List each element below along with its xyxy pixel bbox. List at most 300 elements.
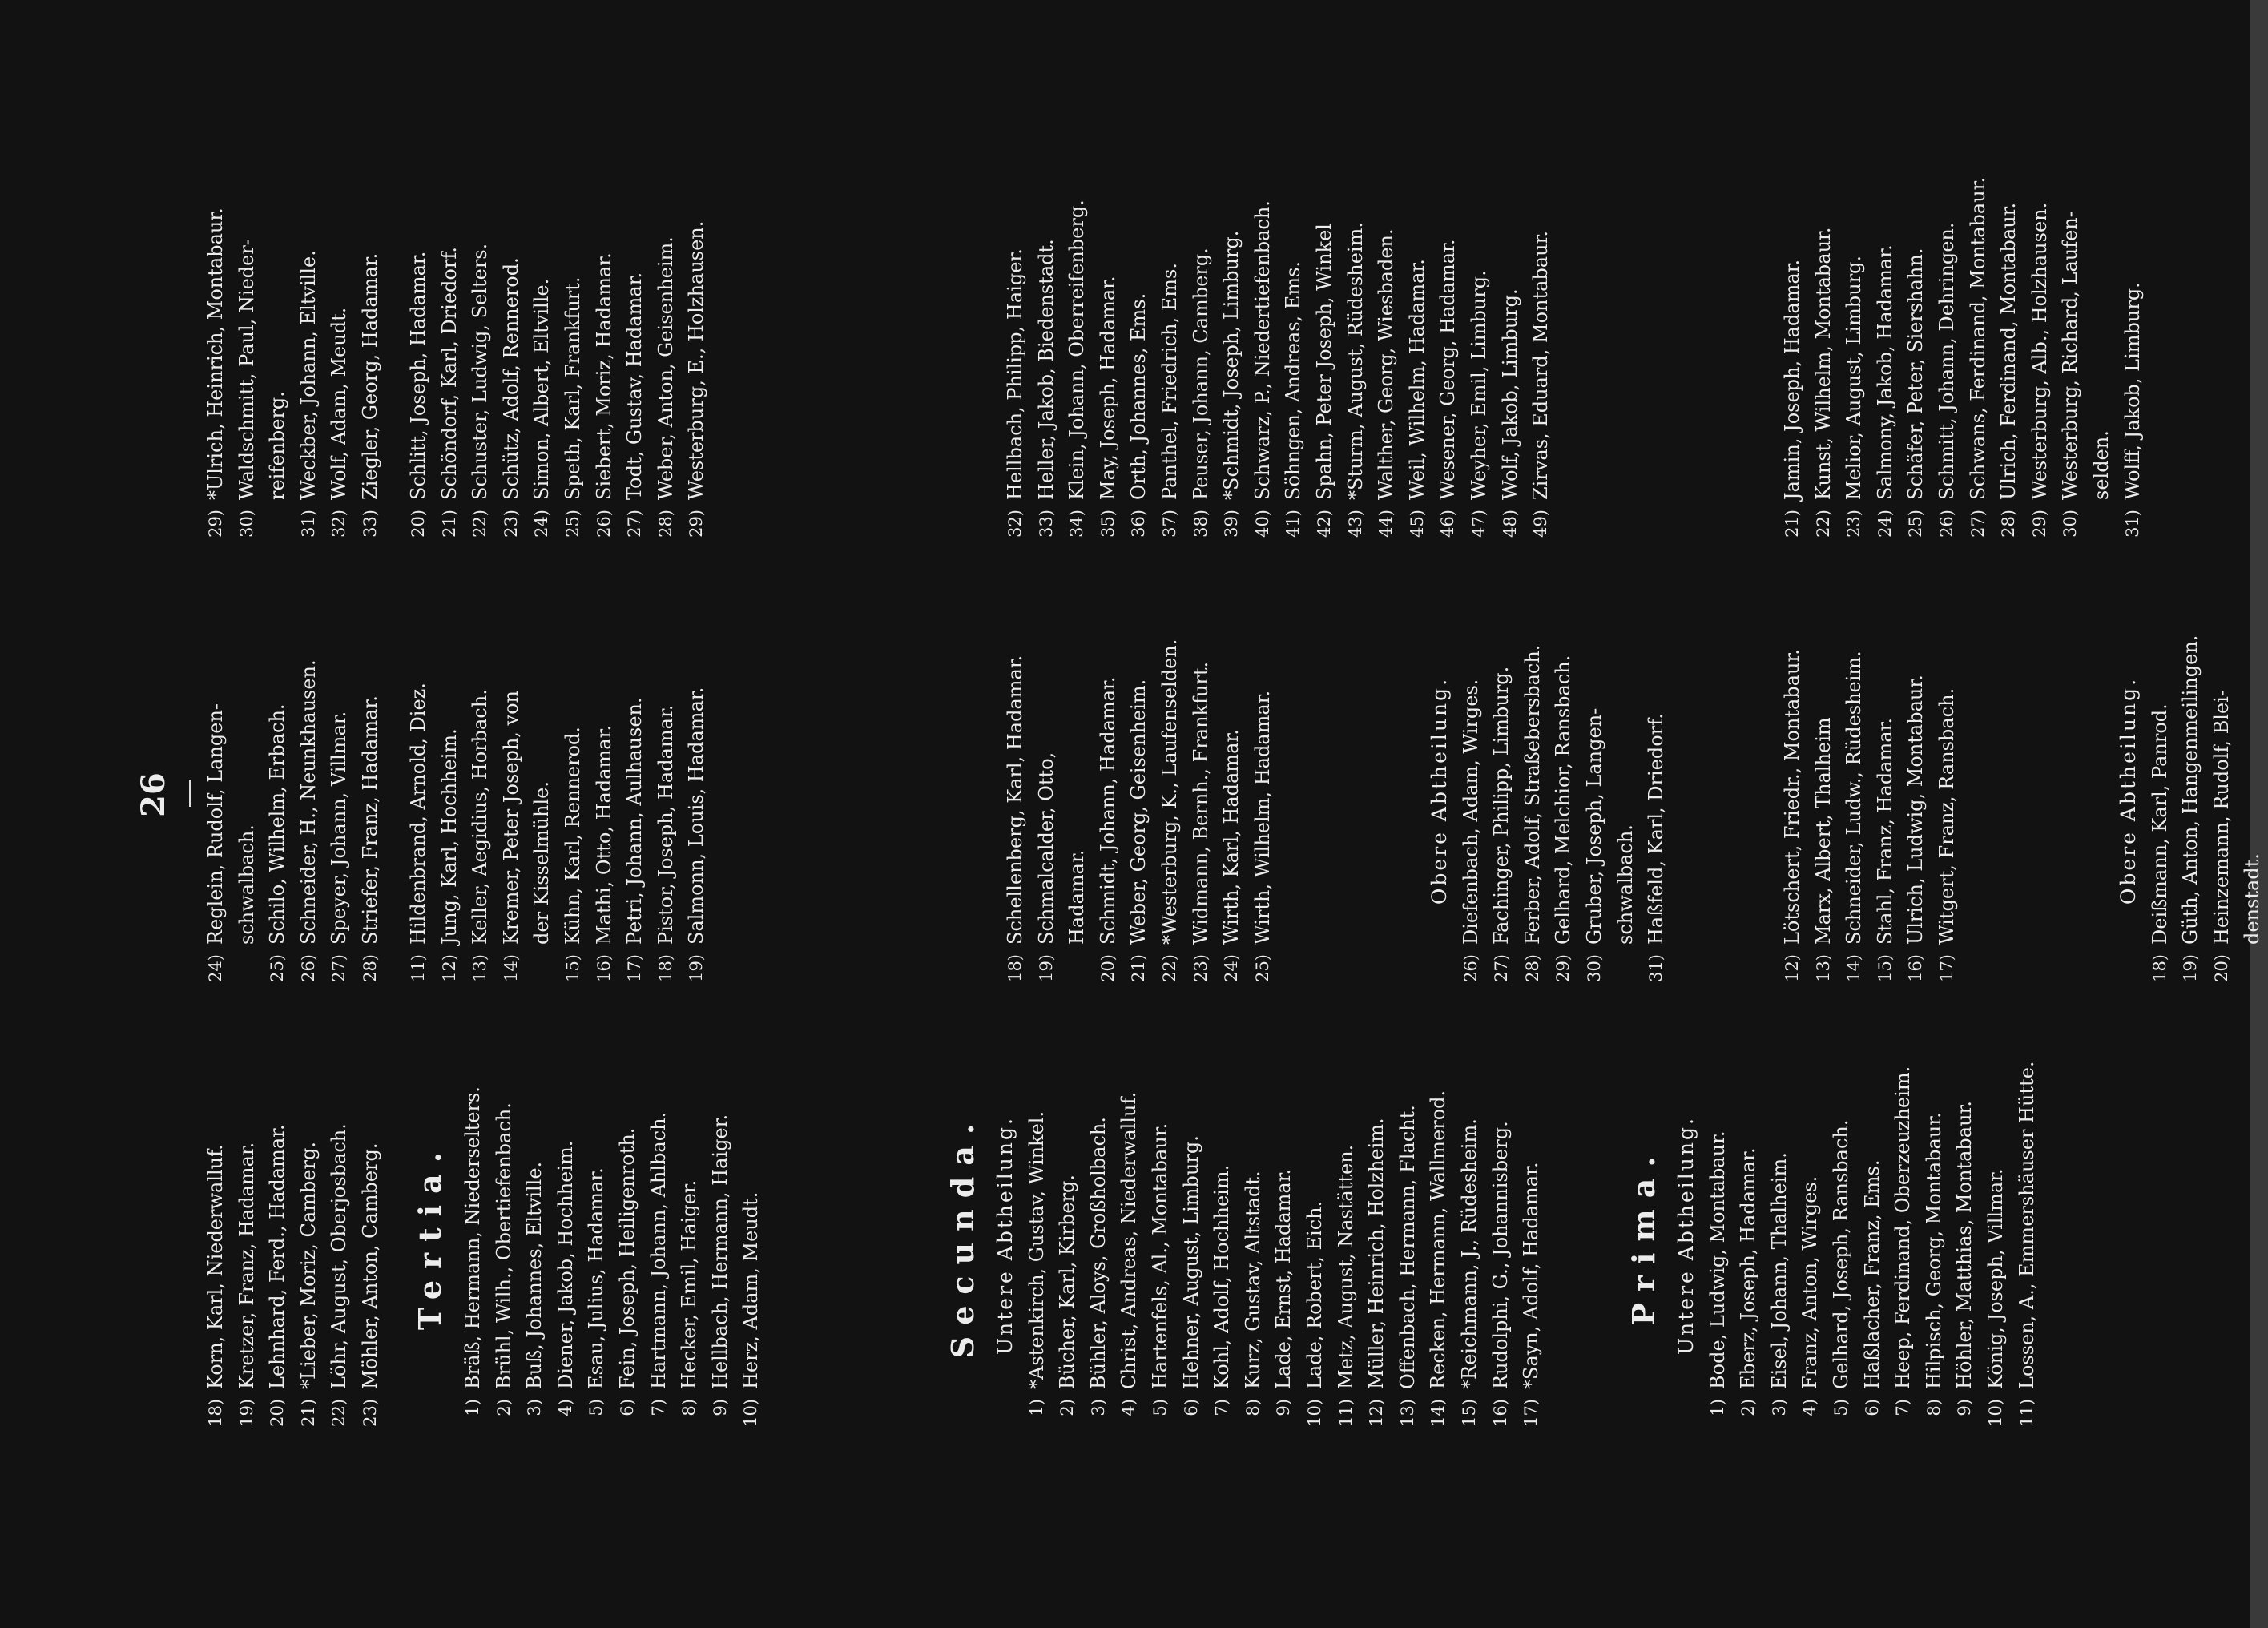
- section-heading: Secunda.: [945, 1112, 981, 1359]
- list-item: [1371, 138, 1402, 554]
- entry-name: Kohl, Adolf, Hochheim.: [1211, 1164, 1234, 1389]
- entry-number: 9): [1955, 1399, 1975, 1416]
- list-item: [1061, 138, 1093, 554]
- entry-name: Korn, Karl, Niederwalluf.: [204, 1144, 227, 1389]
- list-item: [1464, 138, 1495, 554]
- entry-number: 15): [1875, 954, 1895, 982]
- list-section: [403, 138, 712, 554]
- entry-number: 20): [409, 510, 428, 538]
- entry-number: 41): [1283, 510, 1303, 538]
- entry-name: Hellbach, Hermann, Haiger.: [708, 1114, 731, 1389]
- list-item: [2055, 138, 2086, 554]
- list-item: [355, 1027, 386, 1444]
- entry-name: Diefenbach, Adam, Wirges.: [1459, 679, 1482, 945]
- entry-name: May, Joseph, Hadamar.: [1096, 276, 1119, 500]
- list-item: [1870, 138, 1901, 554]
- list-item: [1764, 1027, 1795, 1444]
- entry-number: 33): [360, 510, 380, 538]
- entry-number: 27): [625, 510, 645, 538]
- list-item: [434, 138, 465, 554]
- entry-name: Schlitt, Joseph, Hadamar.: [407, 251, 429, 500]
- list-item: [1456, 582, 1487, 999]
- list-item: [232, 138, 263, 554]
- entry-number: 5): [1150, 1399, 1170, 1416]
- entry-number: 24): [206, 954, 225, 982]
- list-section: [403, 582, 712, 999]
- entry-number: 7): [1893, 1399, 1913, 1416]
- entry-name: Kretzer, Franz, Hadamar.: [235, 1142, 258, 1389]
- list-item: [1486, 582, 1517, 999]
- list-section: [1000, 138, 1557, 554]
- entry-name: Schuster, Ludwig, Selters.: [469, 243, 492, 500]
- entry-number: 29): [206, 510, 225, 538]
- list-item: [589, 138, 620, 554]
- subsection-heading: Untere Abtheilung.: [993, 1116, 1017, 1355]
- entry-name: Kremer, Peter Joseph, von: [499, 690, 522, 945]
- entry-number: 28): [1999, 510, 2019, 538]
- list-item: [1309, 138, 1340, 554]
- entry-number: 2): [493, 1399, 514, 1416]
- entry-number: 46): [1438, 510, 1458, 538]
- list-item: [2012, 1027, 2043, 1444]
- list-item: [558, 138, 589, 554]
- list-item: [2145, 582, 2176, 999]
- entry-name: Schilo, Wilhelm, Erbach.: [266, 703, 289, 945]
- entry-number: 9): [710, 1399, 730, 1416]
- list-item: [1176, 1027, 1207, 1444]
- entry-name: *Sturm, August, Rüdesheim.: [1343, 222, 1367, 500]
- entry-name: Bühler, Aloys, Großholbach.: [1086, 1116, 1110, 1389]
- entry-name: Hartmann, Johann, Ahlbach.: [647, 1111, 670, 1389]
- list-section: [403, 1027, 767, 1444]
- entry-name: Herz, Adam, Meudt.: [739, 1191, 763, 1389]
- entry-number: 14): [1844, 954, 1864, 982]
- entry-number: 10): [1304, 1399, 1324, 1427]
- entry-number: 28): [655, 510, 675, 538]
- list-item: [1145, 1027, 1176, 1444]
- list-section: [2113, 582, 2268, 999]
- entry-name: Jung, Karl, Hochheim.: [437, 728, 461, 945]
- list-item: [293, 582, 324, 999]
- list-item: [200, 138, 232, 554]
- entry-name: Haßfeld, Karl, Driedorf.: [1645, 713, 1668, 945]
- entry-number: 31): [298, 510, 318, 538]
- entry-number: 24): [1222, 954, 1242, 982]
- entry-name: Bode, Ludwig, Montabaur.: [1706, 1130, 1729, 1389]
- list-item: [1993, 138, 2024, 554]
- entry-name: Jamin, Joseph, Hadamar.: [1781, 259, 1803, 500]
- entry-name: Schöndorf, Karl, Driedorf.: [437, 247, 461, 500]
- list-item: [651, 138, 682, 554]
- list-item: [1870, 582, 1901, 999]
- list-item: [1839, 582, 1870, 999]
- entry-number: 34): [1067, 510, 1087, 538]
- list-item: [1392, 1027, 1424, 1444]
- list-item: [589, 582, 620, 999]
- list-item: [674, 1027, 705, 1444]
- entry-name: Panthel, Friedrich, Ems.: [1158, 263, 1181, 500]
- list-item: [1919, 1027, 1950, 1444]
- entry-number: 8): [1243, 1399, 1263, 1416]
- entry-number: 13): [470, 954, 490, 982]
- entry-name: Fein, Joseph, Heiligenroth.: [615, 1127, 639, 1389]
- entry-name: Ulrich, Ludwig, Montabaur.: [1904, 675, 1928, 945]
- entry-number: 3): [1088, 1399, 1108, 1416]
- entry-number: 48): [1500, 510, 1520, 538]
- list-section: [1777, 138, 2148, 554]
- entry-name: Todt, Gustav, Hadamar.: [623, 272, 647, 500]
- entry-name: Wirth, Wilhelm, Hadamar.: [1251, 690, 1274, 945]
- list-item: [1517, 582, 1549, 999]
- entry-name: *Reichmann, J., Rüdesheim.: [1457, 1118, 1480, 1389]
- entry-name: Weckber, Johann, Eltville.: [296, 250, 320, 500]
- entry-number: 37): [1159, 510, 1179, 538]
- entry-number: 14): [501, 954, 521, 982]
- entry-number: 18): [1005, 954, 1025, 982]
- entry-number: 18): [2149, 954, 2169, 982]
- entry-number: 21): [298, 1399, 318, 1427]
- list-item: [1702, 1027, 1734, 1444]
- entry-number: 22): [470, 510, 490, 538]
- entry-name: Lade, Ernst, Hadamar.: [1272, 1168, 1295, 1389]
- entry-number: 11): [1335, 1399, 1356, 1427]
- list-item: [705, 1027, 736, 1444]
- entry-number: 28): [1522, 954, 1542, 982]
- entry-number: 19): [1036, 954, 1056, 982]
- entry-name: Westerburg, E., Holzhausen.: [685, 220, 708, 500]
- entry-number: 3): [1769, 1399, 1789, 1416]
- entry-name: Mathi, Otto, Hadamar.: [592, 724, 615, 945]
- entry-number: 22): [1813, 510, 1833, 538]
- entry-number: 17): [1936, 954, 1956, 982]
- list-item: [1949, 1027, 1980, 1444]
- list-item: [581, 1027, 612, 1444]
- entry-number: 16): [1906, 954, 1926, 982]
- entry-name: Gelhard, Melchior, Ransbach.: [1552, 655, 1575, 945]
- entry-number: 11): [409, 954, 428, 982]
- list-item: [651, 582, 682, 999]
- entry-number: 36): [1129, 510, 1149, 538]
- list-item: [1980, 1027, 2012, 1444]
- entry-number: 26): [594, 510, 614, 538]
- entry-name: Westerburg, Richard, Laufen-: [2059, 211, 2082, 500]
- entry-name: Güth, Anton, Hangenmeilingen.: [2179, 635, 2202, 945]
- entry-name: Pistor, Joseph, Hadamar.: [654, 704, 677, 945]
- entry-number: 17): [1521, 1399, 1541, 1427]
- entry-continuation: schwalbach.: [235, 824, 258, 945]
- entry-number: 19): [2181, 954, 2201, 982]
- entry-number: 1): [463, 1399, 482, 1416]
- entry-name: Fachinger, Philipp, Limburg.: [1490, 666, 1513, 945]
- entry-number: 7): [1212, 1399, 1232, 1416]
- entry-number: 43): [1345, 510, 1365, 538]
- entry-name: Schmitt, Johann, Dehringen.: [1935, 222, 1958, 500]
- entry-name: Lade, Robert, Eich.: [1303, 1200, 1326, 1389]
- entry-name: Schellenberg, Karl, Hadamar.: [1004, 655, 1026, 945]
- entry-number: 25): [268, 954, 288, 982]
- list-item: [1525, 138, 1557, 554]
- entry-name: Möhler, Anton, Camberg.: [358, 1142, 381, 1389]
- entry-name: Heller, Jakob, Biedenstadt.: [1034, 239, 1057, 500]
- subsection-heading: Obere Abtheilung.: [1428, 676, 1451, 905]
- entry-continuation: reifenberg.: [266, 391, 289, 500]
- list-item: [1361, 1027, 1392, 1444]
- entry-name: Weil, Wilhelm, Hadamar.: [1405, 259, 1428, 500]
- list-item: [403, 582, 434, 999]
- entry-number: 44): [1376, 510, 1396, 538]
- entry-number: 40): [1252, 510, 1272, 538]
- entry-name: Westerburg, Alb., Holzhausen.: [2028, 202, 2051, 500]
- list-item: [1278, 138, 1309, 554]
- entry-number: 29): [1553, 954, 1573, 982]
- entry-name: Schäfer, Peter, Siershahn.: [1904, 248, 1928, 500]
- subsection-heading: Untere Abtheilung.: [1674, 1116, 1698, 1355]
- list-item: [1031, 582, 1062, 999]
- list-item: [1000, 582, 1031, 999]
- list-item: [2117, 138, 2149, 554]
- entry-number: 4): [1119, 1399, 1139, 1416]
- list-item: [2206, 582, 2238, 999]
- entry-number: 39): [1222, 510, 1242, 538]
- list-item: [1083, 1027, 1114, 1444]
- entry-name: Zirvas, Eduard, Montabaur.: [1529, 230, 1553, 500]
- entry-name: Löhr, August, Oberjosbach.: [328, 1123, 351, 1389]
- list-item: [1207, 1027, 1238, 1444]
- list-item: [1839, 138, 1870, 554]
- entry-name: Müller, Heinrich, Holzheim.: [1365, 1118, 1388, 1389]
- subsection-heading: Obere Abtheilung.: [2117, 676, 2140, 905]
- entry-number: 3): [525, 1399, 545, 1416]
- entry-name: Simon, Albert, Eltville.: [530, 278, 554, 500]
- list-item: [1247, 138, 1279, 554]
- entry-number: 13): [1813, 954, 1833, 982]
- entry-name: Orth, Johannes, Ems.: [1127, 292, 1150, 500]
- entry-number: 5): [586, 1399, 606, 1416]
- section-heading: Prima.: [1625, 1145, 1662, 1326]
- list-section: [200, 138, 386, 554]
- list-item: [681, 138, 712, 554]
- entry-name: Höhler, Matthias, Montabaur.: [1953, 1100, 1976, 1389]
- entry-name: Diener, Jakob, Hochheim.: [554, 1140, 577, 1389]
- list-item: [1154, 138, 1186, 554]
- list-item: [1123, 138, 1154, 554]
- entry-number: 32): [1005, 510, 1025, 538]
- entry-number: 22): [329, 1399, 349, 1427]
- entry-name: Hecker, Emil, Haiger.: [678, 1179, 701, 1389]
- entry-number: 1): [1026, 1399, 1046, 1416]
- list-item: [1808, 138, 1839, 554]
- list-item: [1516, 1027, 1547, 1444]
- entry-name: Heinzemann, Rudolf, Blei-: [2210, 690, 2233, 945]
- list-item: [1641, 582, 1672, 999]
- list-item: [1932, 582, 1963, 999]
- entry-number: 45): [1407, 510, 1427, 538]
- entry-name: Wirth, Karl, Hadamar.: [1220, 729, 1243, 945]
- entry-name: Keller, Aegidius, Horbach.: [469, 689, 492, 945]
- entry-number: 2): [1738, 1399, 1758, 1416]
- entry-number: 12): [439, 954, 459, 982]
- entry-number: 26): [298, 954, 318, 982]
- entry-name: Ferber, Adolf, Straßebersbach.: [1521, 644, 1544, 945]
- entry-number: 20): [268, 1399, 288, 1427]
- list-item: [293, 1027, 324, 1444]
- entry-number: 19): [236, 1399, 256, 1427]
- entry-number: 12): [1367, 1399, 1387, 1427]
- list-item: [2175, 582, 2206, 999]
- entry-name: Klein, Johann, Oberreifenberg.: [1066, 199, 1089, 500]
- list-item: [1216, 138, 1247, 554]
- entry-name: Metz, August, Nastätten.: [1334, 1144, 1357, 1389]
- list-item: [293, 138, 324, 554]
- entry-name: Lötschert, Friedr., Montabaur.: [1781, 649, 1803, 945]
- entry-number: 5): [1831, 1399, 1851, 1416]
- list-item: [200, 582, 232, 999]
- entry-name: Peuser, Johann, Camberg.: [1189, 248, 1212, 500]
- list-item: [1963, 138, 1994, 554]
- entry-name: Gelhard, Joseph, Ransbach.: [1829, 1119, 1852, 1389]
- entry-name: Offenbach, Hermann, Flacht.: [1396, 1105, 1419, 1389]
- entry-name: Ulrich, Ferdinand, Montabaur.: [1997, 202, 2020, 500]
- page-number: 26: [135, 772, 172, 817]
- entry-name: Striefer, Franz, Hadamar.: [358, 695, 381, 945]
- entry-number: 6): [1181, 1399, 1201, 1416]
- entry-number: 17): [625, 954, 645, 982]
- list-item: [262, 1027, 293, 1444]
- entry-number: 15): [1459, 1399, 1479, 1427]
- entry-name: Lossen, A., Emmershäuser Hütte.: [2015, 1061, 2038, 1389]
- entry-name: König, Joseph, Villmar.: [1984, 1168, 2007, 1389]
- list-item: [1777, 582, 1808, 999]
- list-item: [1548, 582, 1579, 999]
- list-item: [612, 1027, 643, 1444]
- entry-name: Witgert, Franz, Ransbach.: [1935, 687, 1958, 945]
- entry-number: 21): [1783, 510, 1802, 538]
- entry-name: Haßlacher, Franz, Ems.: [1860, 1159, 1883, 1389]
- list-item: [1123, 582, 1154, 999]
- list-item: [1423, 1027, 1454, 1444]
- list-item: [465, 138, 496, 554]
- entry-name: Ziegler, Georg, Hadamar.: [358, 252, 381, 500]
- list-item: [1238, 1027, 1269, 1444]
- list-item: [1247, 582, 1279, 999]
- entry-name: Deißmann, Karl, Panrod.: [2148, 703, 2171, 945]
- entry-number: 30): [1584, 954, 1604, 982]
- list-item: [1777, 138, 1808, 554]
- entry-number: 25): [1252, 954, 1272, 982]
- entry-number: 18): [206, 1399, 225, 1427]
- list-item: [1432, 138, 1464, 554]
- entry-name: Schwarz, P., Niedertiefenbach.: [1251, 200, 1274, 500]
- list-item: [1340, 138, 1372, 554]
- entry-number: 31): [1646, 954, 1666, 982]
- entry-continuation: Hadamar.: [1066, 849, 1089, 945]
- entry-number: 13): [1397, 1399, 1417, 1427]
- entry-number: 6): [617, 1399, 637, 1416]
- list-item: [232, 1027, 263, 1444]
- list-item: [519, 1027, 550, 1444]
- entry-number: 23): [1844, 510, 1864, 538]
- entry-number: 23): [1190, 954, 1211, 982]
- entry-name: Eisel, Johann, Thalheim.: [1767, 1152, 1791, 1389]
- entry-name: Kunst, Wilhelm, Montabaur.: [1811, 227, 1835, 500]
- entry-name: Christ, Andreas, Niederwalluf.: [1118, 1091, 1141, 1389]
- list-item: [1331, 1027, 1362, 1444]
- list-item: [457, 1027, 489, 1444]
- entry-name: Melior, August, Limburg.: [1843, 255, 1866, 500]
- entry-number: 12): [1783, 954, 1802, 982]
- entry-continuation: denstadt.: [2241, 853, 2264, 945]
- entry-name: Kühn, Karl, Rennerod.: [561, 727, 584, 945]
- entry-number: 25): [1906, 510, 1926, 538]
- entry-number: 30): [236, 510, 256, 538]
- list-item: [1021, 1027, 1053, 1444]
- section-heading: Tertia.: [412, 1141, 448, 1330]
- list-item: [1299, 1027, 1331, 1444]
- entry-number: 29): [2029, 510, 2049, 538]
- entry-name: Eberz, Joseph, Hadamar.: [1737, 1147, 1760, 1389]
- entry-number: 49): [1531, 510, 1551, 538]
- entry-number: 20): [1098, 954, 1118, 982]
- entry-name: Lehnhard, Ferd., Hadamar.: [266, 1124, 289, 1389]
- list-item: [489, 1027, 520, 1444]
- list-item: [496, 582, 527, 999]
- entry-number: 2): [1057, 1399, 1078, 1416]
- list-item: [324, 138, 355, 554]
- entry-name: Schwans, Ferdinand, Montabaur.: [1966, 176, 1989, 500]
- entry-name: *Westerburg, K., Laufenselden.: [1158, 639, 1181, 945]
- entry-name: *Lieber, Moriz, Camberg.: [296, 1141, 320, 1389]
- entry-number: 4): [1800, 1399, 1820, 1416]
- list-item: [1579, 582, 1610, 999]
- entry-name: Weber, Georg, Geisenheim.: [1127, 679, 1150, 945]
- entry-name: Salmony, Jakob, Hadamar.: [1873, 244, 1896, 500]
- list-item: [1114, 1027, 1145, 1444]
- entry-continuation: der Kisselmühle.: [530, 781, 554, 945]
- entry-number: 27): [329, 954, 349, 982]
- list-item: [1186, 582, 1217, 999]
- entry-name: *Sayn, Adolf, Hadamar.: [1520, 1162, 1543, 1389]
- entry-name: Wolf, Jakob, Limburg.: [1498, 288, 1521, 500]
- entry-name: Weyher, Emil, Limburg.: [1467, 270, 1490, 500]
- list-item: [1495, 138, 1526, 554]
- entry-name: Franz, Anton, Wirges.: [1799, 1175, 1822, 1389]
- entry-number: 42): [1314, 510, 1334, 538]
- entry-name: Wolff, Jakob, Limburg.: [2121, 282, 2144, 500]
- entry-number: 16): [594, 954, 614, 982]
- entry-name: *Ulrich, Heinrich, Montabaur.: [204, 208, 227, 500]
- entry-number: 1): [1707, 1399, 1727, 1416]
- list-item: [619, 582, 651, 999]
- list-item: [1093, 582, 1124, 999]
- list-item: [1733, 1027, 1764, 1444]
- list-item: [1808, 582, 1839, 999]
- list-item: [1052, 1027, 1083, 1444]
- list-item: [465, 582, 496, 999]
- entry-number: 9): [1274, 1399, 1294, 1416]
- entry-name: Hilpisch, Georg, Montabaur.: [1922, 1112, 1945, 1389]
- entry-number: 33): [1036, 510, 1056, 538]
- entry-number: 7): [648, 1399, 668, 1416]
- list-item: [355, 582, 386, 999]
- list-item: [681, 582, 712, 999]
- entry-number: 16): [1490, 1399, 1510, 1427]
- list-item: [1826, 1027, 1857, 1444]
- entry-name: Schmalcalder, Otto,: [1034, 752, 1057, 945]
- list-section: [1000, 582, 1278, 999]
- entry-number: 19): [687, 954, 707, 982]
- list-item: [496, 138, 527, 554]
- document-page: [135, 146, 2264, 1444]
